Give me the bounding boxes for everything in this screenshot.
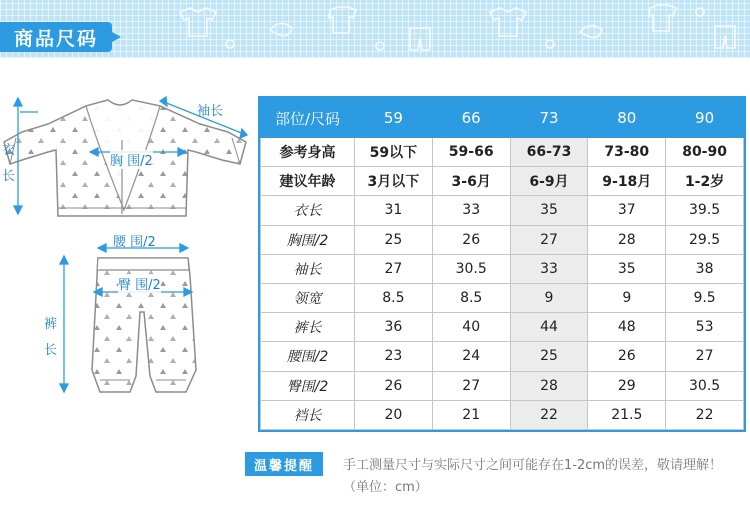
header-cell: 部位/尺码 [261,99,355,138]
table-cell: 38 [666,254,744,283]
table-cell: 44 [510,313,588,342]
table-cell: 26 [432,225,510,254]
table-cell: 59以下 [355,138,433,167]
table-row [261,167,744,196]
table-cell: 26 [588,342,666,371]
table-header-row [261,99,744,138]
row-label: 裆长 [261,400,355,429]
table-cell: 24 [432,342,510,371]
table-cell: 23 [355,342,433,371]
garment-illustration [0,80,260,410]
reminder-badge: 温馨提醒 [245,452,323,476]
table-cell: 29 [588,371,666,400]
table-cell: 28 [510,371,588,400]
table-row [261,313,744,342]
banner [0,0,750,58]
table-row [261,342,744,371]
size-table-container [258,96,746,432]
row-label: 参考身高 [261,138,355,167]
table-cell: 33 [510,254,588,283]
table-cell: 31 [355,196,433,225]
table-cell: 21.5 [588,400,666,429]
table-cell: 59-66 [432,138,510,167]
header-cell: 59 [355,99,433,138]
header-cell: 66 [432,99,510,138]
table-cell: 66-73 [510,138,588,167]
table-row [261,400,744,429]
row-label: 胸围/2 [261,225,355,254]
table-row [261,196,744,225]
table-cell: 27 [432,371,510,400]
table-cell: 25 [355,225,433,254]
row-label: 衣长 [261,196,355,225]
table-cell: 9 [588,283,666,312]
table-row [261,254,744,283]
table-row [261,225,744,254]
table-cell: 27 [666,342,744,371]
table-cell: 80-90 [666,138,744,167]
table-cell: 21 [432,400,510,429]
clothing-pattern-decoration [160,0,750,58]
header-cell: 90 [666,99,744,138]
hip-width-label: 臀 围/2 [118,274,161,293]
table-cell: 27 [510,225,588,254]
table-cell: 8.5 [355,283,433,312]
chest-width-label: 胸 围/2 [110,150,153,169]
table-cell: 30.5 [432,254,510,283]
table-cell: 28 [588,225,666,254]
row-label: 袖长 [261,254,355,283]
section-title-box [0,22,112,52]
table-cell: 48 [588,313,666,342]
table-cell: 20 [355,400,433,429]
table-cell: 53 [666,313,744,342]
table-cell: 8.5 [432,283,510,312]
table-cell: 26 [355,371,433,400]
table-cell: 9 [510,283,588,312]
waist-width-label: 腰 围/2 [113,235,156,250]
row-label: 裤长 [261,313,355,342]
table-cell: 9-18月 [588,167,666,196]
table-cell: 3月以下 [355,167,433,196]
table-cell: 1-2岁 [666,167,744,196]
top-length-label: 衣长 [2,143,16,184]
table-cell: 3-6月 [432,167,510,196]
row-label: 腰围/2 [261,342,355,371]
table-row [261,371,744,400]
table-cell: 37 [588,196,666,225]
table-cell: 39.5 [666,196,744,225]
table-row [261,138,744,167]
table-cell: 33 [432,196,510,225]
header-cell: 80 [588,99,666,138]
table-cell: 36 [355,313,433,342]
table-cell: 9.5 [666,283,744,312]
size-table [260,98,744,430]
section-title: 商品尺码 [13,27,98,50]
table-cell: 35 [510,196,588,225]
table-cell: 35 [588,254,666,283]
pants-length-label: 裤长 [44,317,58,358]
table-cell: 73-80 [588,138,666,167]
header-cell: 73 [510,99,588,138]
row-label: 臀围/2 [261,371,355,400]
reminder-text: 手工测量尺寸与实际尺寸之间可能存在1-2cm的误差，敬请理解！（单位：cm） [343,458,723,495]
table-cell: 40 [432,313,510,342]
table-cell: 22 [666,400,744,429]
row-label: 领宽 [261,283,355,312]
table-cell: 22 [510,400,588,429]
table-cell: 29.5 [666,225,744,254]
table-cell: 25 [510,342,588,371]
table-cell: 6-9月 [510,167,588,196]
table-cell: 30.5 [666,371,744,400]
row-label: 建议年龄 [261,167,355,196]
sleeve-length-label: 袖长 [197,104,224,119]
table-row [261,283,744,312]
table-cell: 27 [355,254,433,283]
